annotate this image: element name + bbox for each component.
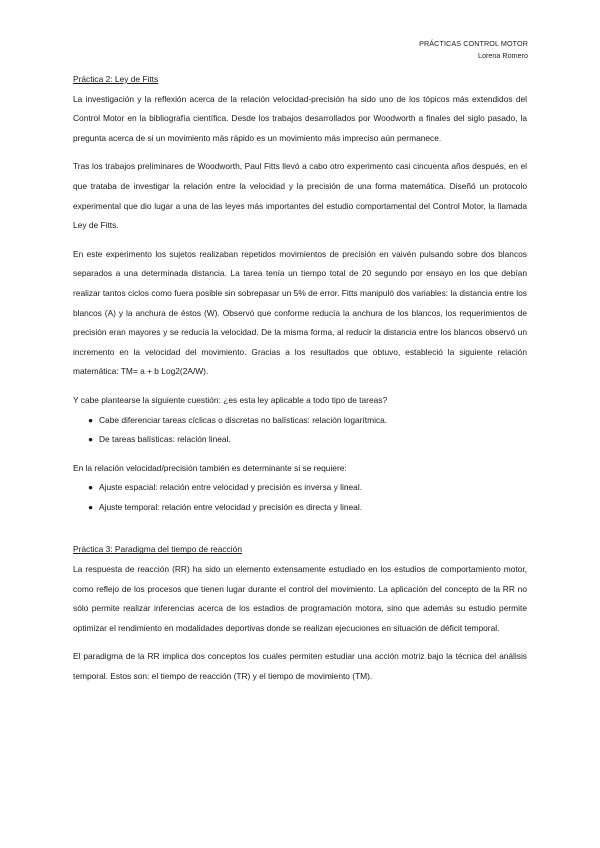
list-item-text: Cabe diferenciar tareas cíclicas o discretas no balísticas: relación logarítmica. [99, 414, 388, 425]
list-item [73, 478, 527, 498]
page-header [419, 38, 528, 62]
list-item [73, 411, 527, 431]
header-author: Lorena Romero [478, 51, 528, 60]
header-title: PRÁCTICAS CONTROL MOTOR [419, 39, 528, 48]
bullet-icon: ● [88, 434, 94, 445]
paragraph-intro: En la relación velocidad/precisión también es determinante si se requiere: [73, 462, 347, 473]
section-title-practica-3: Práctica 3: Paradigma del tiempo de reacción [73, 544, 242, 555]
paragraph: Tras los trabajos preliminares de Woodworth, Paul Fitts llevó a cabo otro experimento casi cincuenta años después, en el que trataba de investigar la relación entre la velocidad y la precisión de una forma matemática. Diseñó un protocolo experimental que dio lugar a una de las leyes más importantes del estudio comportamental del Control Motor, la llamada Ley de Fitts. [73, 161, 527, 231]
paragraph: La respuesta de reacción (RR) ha sido un elemento extensamente estudiado en los estudios de comportamiento motor, como reflejo de los procesos que tienen lugar durante el control del movimiento. La aplicación del concepto de la RR no sólo permite realizar inferencias acerca de los estadios de programación motora, sino que además su estudio permite optimizar el rendimiento en modalidades deportivas donde se realizan ejecuciones en situación de déficit temporal. [73, 564, 527, 633]
section-spacer [73, 526, 527, 540]
section-title-practica-2: Práctica 2: Ley de Fitts [73, 74, 159, 84]
bullet-list [73, 411, 527, 450]
paragraph: En este experimento los sujetos realizaban repetidos movimientos de precisión en vaivén pulsando sobre dos blancos separados a una determinada distancia. La tarea tenía un tiempo total de 20 segundo por ensayo en los que debían realizar tantos ciclos como fuera posible sin sobrepasar un 5% de error. Fitts manipuló dos variables: la distancia entre los blancos (A) y la anchura de éstos (W). Observó que conforme reducía la anchura de los blancos, los requerimientos de precisión eran mayores y se reducía la velocidad. De la misma forma, al reducir la distancia entre los blancos observó un incremento en la velocidad del movimiento. Gracias a los resultados que obtuvo, estableció la siguiente relación matemática: TM= a + b Log2(2A/W). [73, 248, 527, 377]
paragraph: El paradigma de la RR implica dos conceptos los cuales permiten estudiar una acción motriz bajo la técnica del análisis temporal. Estos son: el tiempo de reacción (TR) y el tiempo de movimiento (TM). [73, 651, 527, 682]
list-item-text: Ajuste espacial: relación entre velocidad y precisión es inversa y lineal. [99, 482, 363, 493]
list-item [73, 498, 527, 518]
bullet-list [73, 478, 527, 517]
paragraph-question: Y cabe plantearse la siguiente cuestión: ¿es esta ley aplicable a todo tipo de tareas? [73, 394, 388, 405]
list-item [73, 430, 527, 450]
bullet-icon: ● [88, 482, 94, 493]
list-item-text: Ajuste temporal: relación entre velocidad y precisión es directa y lineal. [99, 501, 363, 512]
bullet-icon: ● [88, 414, 94, 425]
bullet-icon: ● [88, 501, 94, 512]
document-body [73, 70, 527, 696]
paragraph: La investigación y la reflexión acerca de la relación velocidad-precisión ha sido uno de los tópicos más extendidos del Control Motor en la bibliografía científica. Desde los trabajos desarrollados por Woodworth a finales del siglo pasado, la pregunta acerca de si un movimiento más rápido es un movimiento más impreciso aún permanece. [73, 93, 527, 143]
list-item-text: De tareas balísticas: relación lineal. [99, 434, 231, 445]
